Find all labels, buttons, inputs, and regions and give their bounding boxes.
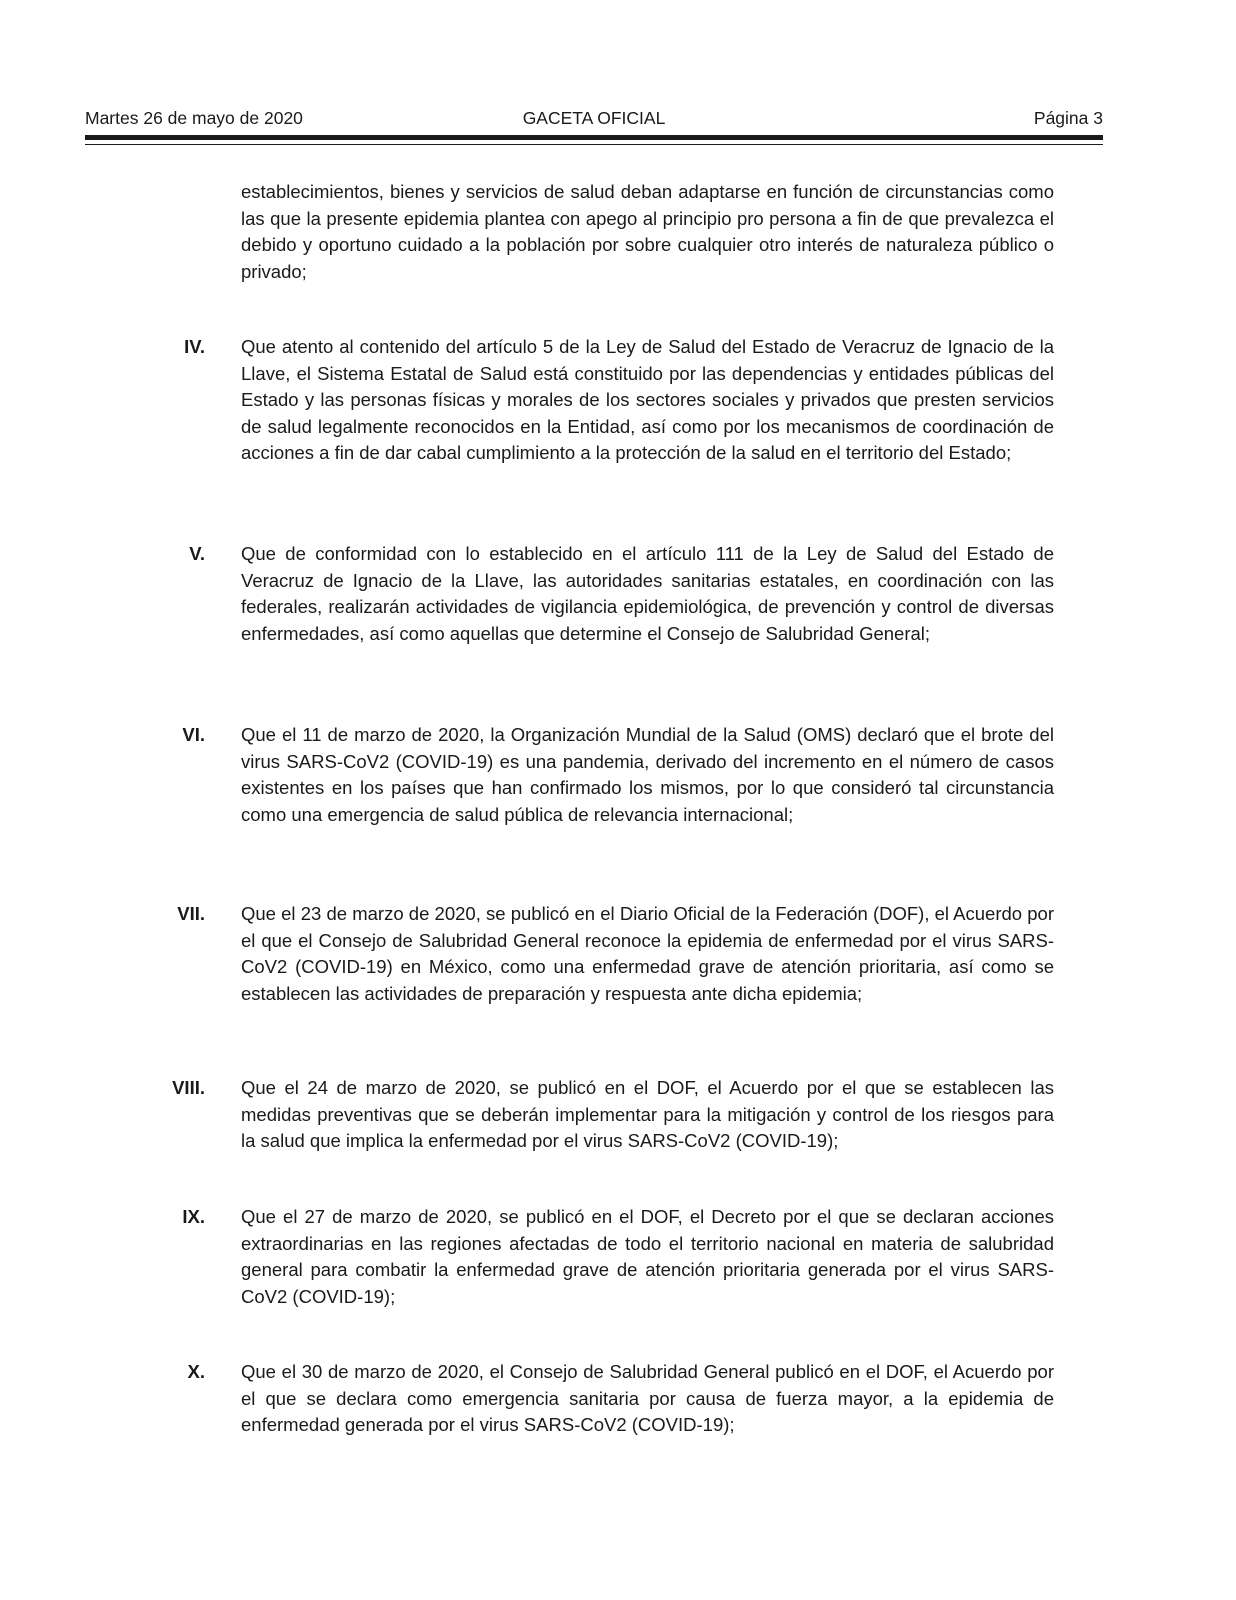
item-text-vi: Que el 11 de marzo de 2020, la Organización Mundial de la Salud (OMS) declaró que el brote del virus SARS-CoV2 (COVID-19) es una pandemia, derivado del incremento en el número de casos existentes en los países que han confirmado los mismos, por lo que consideró tal circunstancia como una emergencia de salud pública de relevancia internacional; (241, 724, 1054, 825)
header-title: GACETA OFICIAL (522, 108, 666, 128)
header-date: Martes 26 de mayo de 2020 (85, 108, 303, 128)
item-number-x: X. (187, 1361, 205, 1382)
item-text-iv: Que atento al contenido del artículo 5 de la Ley de Salud del Estado de Veracruz de Ignacio de la Llave, el Sistema Estatal de Salud está constituido por las dependencias y entidades públicas del Estado y las personas físicas y morales de los sectores sociales y privados que presten servicios de salud legalmente reconocidos en la Entidad, así como por los mecanismos de coordinación de acciones a fin de dar cabal cumplimiento a la protección de la salud en el territorio del Estado; (241, 336, 1054, 464)
intro-paragraph: establecimientos, bienes y servicios de salud deban adaptarse en función de circunstancias como las que la presente epidemia plantea con apego al principio pro persona a fin de que prevalezca el debido y oportuno cuidado a la población por sobre cualquier otro interés de naturaleza público o privado; (241, 181, 1054, 282)
header-page-number: Página 3 (1033, 108, 1103, 128)
item-number-v: V. (189, 543, 205, 564)
item-text-ix: Que el 27 de marzo de 2020, se publicó en el DOF, el Decreto por el que se declaran acciones extraordinarias en las regiones afectadas de todo el territorio nacional en materia de salubridad general para combatir la enfermedad grave de atención prioritaria generada por el virus SARS-CoV2 (COVID-19); (241, 1206, 1054, 1307)
item-number-iv: IV. (184, 336, 205, 357)
item-number-vi: VI. (182, 724, 205, 745)
item-number-vii: VII. (177, 903, 205, 924)
item-text-x: Que el 30 de marzo de 2020, el Consejo de Salubridad General publicó en el DOF, el Acuerdo por el que se declara como emergencia sanitaria por causa de fuerza mayor, a la epidemia de enfermedad generada por el virus SARS-CoV2 (COVID-19); (241, 1361, 1054, 1436)
header-rule-thin (85, 144, 1103, 145)
header-rule-thick (85, 135, 1103, 140)
page-header (85, 108, 1103, 132)
item-number-viii: VIII. (172, 1077, 205, 1098)
item-text-vii: Que el 23 de marzo de 2020, se publicó en el Diario Oficial de la Federación (DOF), el Acuerdo por el que el Consejo de Salubridad General reconoce la epidemia de enfermedad por el virus SARS-CoV2 (COVID-19) en México, como una enfermedad grave de atención prioritaria, así como se establecen las actividades de preparación y respuesta ante dicha epidemia; (241, 903, 1054, 1004)
item-text-v: Que de conformidad con lo establecido en el artículo 111 de la Ley de Salud del Estado de Veracruz de Ignacio de la Llave, las autoridades sanitarias estatales, en coordinación con las federales, realizarán actividades de vigilancia epidemiológica, de prevención y control de diversas enfermedades, así como aquellas que determine el Consejo de Salubridad General; (241, 543, 1054, 644)
item-text-viii: Que el 24 de marzo de 2020, se publicó en el DOF, el Acuerdo por el que se establecen las medidas preventivas que se deberán implementar para la mitigación y control de los riesgos para la salud que implica la enfermedad por el virus SARS-CoV2 (COVID-19); (241, 1077, 1054, 1152)
item-number-ix: IX. (182, 1206, 205, 1227)
